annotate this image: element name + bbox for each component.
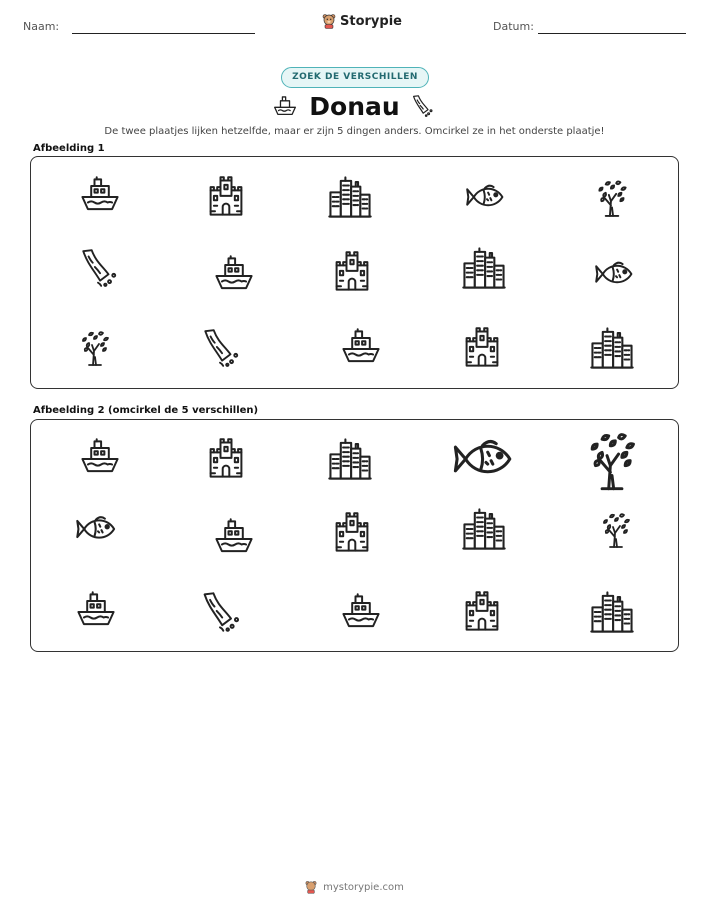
picture1-castle-icon bbox=[204, 175, 248, 219]
instruction-text: De twee plaatjes lijken hetzelfde, maar er zijn 5 dingen anders. Omcirkel ze in het onderste plaatje! bbox=[104, 126, 605, 137]
picture2-castle-icon[interactable] bbox=[330, 511, 374, 555]
picture1-river-icon bbox=[77, 247, 119, 289]
picture1-castle-icon bbox=[330, 250, 374, 294]
picture2-label: Afbeelding 2 (omcirkel de 5 verschillen) bbox=[33, 405, 259, 416]
footer-url: mystorypie.com bbox=[323, 881, 404, 893]
picture1-boat-icon bbox=[78, 175, 122, 219]
picture2-city-icon[interactable] bbox=[327, 436, 373, 482]
footer-bear-icon bbox=[305, 880, 317, 894]
activity-badge: ZOEK DE VERSCHILLEN bbox=[281, 67, 429, 88]
picture2-boat-icon[interactable] bbox=[212, 517, 256, 561]
page-title: Donau bbox=[309, 92, 400, 121]
picture1-boat-icon bbox=[339, 327, 383, 371]
picture2-boat-icon[interactable] bbox=[78, 437, 122, 481]
picture1-castle-icon bbox=[460, 326, 504, 370]
picture2-castle-icon[interactable] bbox=[204, 437, 248, 481]
picture1-fish-icon bbox=[594, 252, 638, 296]
picture2-city-icon[interactable] bbox=[589, 589, 635, 635]
picture2-river-icon[interactable] bbox=[198, 590, 242, 634]
name-label: Naam: bbox=[23, 20, 60, 33]
name-field-line[interactable] bbox=[72, 33, 255, 34]
picture2-tree-icon[interactable] bbox=[579, 426, 645, 492]
picture2-fish-icon[interactable] bbox=[452, 425, 520, 493]
picture1-fish-icon bbox=[465, 175, 509, 219]
picture1-tree-icon bbox=[591, 176, 633, 218]
picture1-river-icon bbox=[199, 327, 241, 369]
picture1-label: Afbeelding 1 bbox=[33, 143, 105, 154]
title-river-icon bbox=[410, 93, 434, 123]
footer bbox=[0, 880, 709, 894]
picture1-city-icon bbox=[461, 245, 507, 291]
picture1-boat-icon bbox=[212, 254, 256, 298]
picture2-boat-icon[interactable] bbox=[339, 592, 383, 636]
picture2-city-icon[interactable] bbox=[461, 506, 507, 552]
date-label: Datum: bbox=[493, 20, 534, 33]
storypie-logo bbox=[322, 13, 402, 29]
picture2-tree-icon[interactable] bbox=[596, 509, 636, 549]
bear-icon bbox=[322, 13, 336, 29]
logo-text: Storypie bbox=[340, 13, 402, 29]
picture1-city-icon bbox=[327, 174, 373, 220]
picture2-castle-icon[interactable] bbox=[460, 590, 504, 634]
date-field-line[interactable] bbox=[538, 33, 686, 34]
picture2-boat-icon[interactable] bbox=[74, 590, 118, 634]
picture1-city-icon bbox=[589, 325, 635, 371]
picture1-tree-icon bbox=[75, 327, 115, 367]
picture2-fish-icon[interactable] bbox=[75, 506, 121, 552]
